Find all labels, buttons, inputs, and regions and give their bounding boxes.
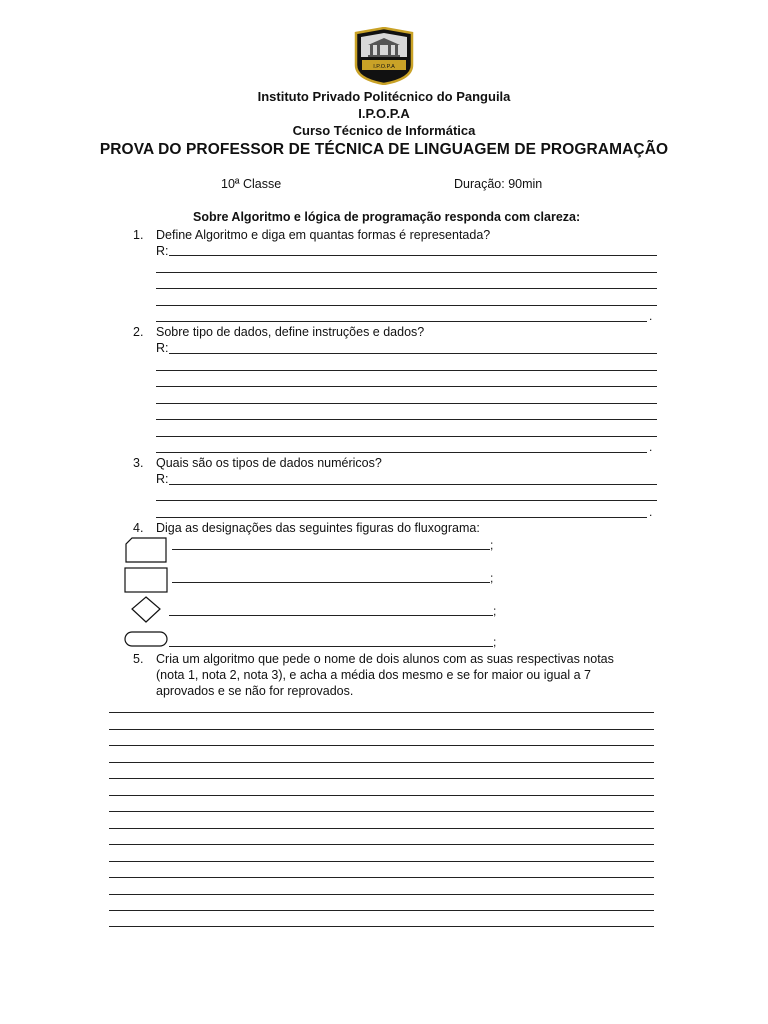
answer-line[interactable] xyxy=(109,861,654,862)
line-end-period: . xyxy=(649,505,653,519)
shape-answer-line[interactable] xyxy=(169,615,493,616)
question-text-4: Diga as designações das seguintes figuras do fluxograma: xyxy=(156,521,480,535)
shape-end-semicolon: ; xyxy=(493,635,497,649)
answer-line[interactable] xyxy=(109,926,654,927)
answer-line[interactable] xyxy=(156,517,647,518)
decision-diamond-icon xyxy=(132,597,160,622)
question-text-5-line-2: (nota 1, nota 2, nota 3), e acha a média dos mesmo e se for maior ou igual a 7 xyxy=(156,668,591,682)
answer-line[interactable] xyxy=(109,910,654,911)
question-text-3: Quais são os tipos de dados numéricos? xyxy=(156,456,382,470)
answer-line[interactable] xyxy=(156,305,657,306)
answer-line[interactable] xyxy=(156,321,647,322)
institution-name: Instituto Privado Politécnico do Panguila xyxy=(257,89,511,104)
answer-line[interactable] xyxy=(156,370,657,371)
process-rectangle-icon xyxy=(125,568,167,592)
question-text-5-line-1: Cria um algoritmo que pede o nome de dois alunos com as suas respectivas notas xyxy=(156,652,614,666)
shape-end-semicolon: ; xyxy=(490,538,494,552)
flowchart-shapes xyxy=(124,536,170,652)
terminator-shape-icon xyxy=(125,632,167,646)
answer-line[interactable] xyxy=(109,877,654,878)
line-end-period: . xyxy=(649,309,653,323)
answer-line[interactable] xyxy=(169,484,657,485)
answer-line[interactable] xyxy=(156,500,657,501)
answer-line[interactable] xyxy=(109,828,654,829)
exam-title: PROVA DO PROFESSOR DE TÉCNICA DE LINGUAGEM DE PROGRAMAÇÃO xyxy=(99,141,669,158)
duration-label: Duração: 90min xyxy=(454,177,543,191)
manual-input-shape-icon xyxy=(126,538,166,562)
question-number-1: 1. xyxy=(133,228,144,242)
instruction-text: Sobre Algoritmo e lógica de programação responda com clareza: xyxy=(193,210,581,224)
institution-acronym: I.P.O.P.A xyxy=(358,106,410,121)
line-end-period: . xyxy=(649,440,653,454)
question-text-1: Define Algoritmo e diga em quantas formas é representada? xyxy=(156,228,491,242)
answer-line[interactable] xyxy=(169,255,657,256)
answer-line[interactable] xyxy=(109,712,654,713)
shape-answer-line[interactable] xyxy=(172,582,490,583)
grade-label: 10ª Classe xyxy=(221,177,282,191)
answer-line[interactable] xyxy=(109,729,654,730)
answer-line[interactable] xyxy=(156,288,657,289)
answer-line[interactable] xyxy=(109,795,654,796)
answer-line[interactable] xyxy=(156,436,657,437)
question-text-5-line-3: aprovados e se não for reprovados. xyxy=(156,684,354,698)
answer-prefix-1: R: xyxy=(156,244,169,258)
answer-line[interactable] xyxy=(156,386,657,387)
institution-logo xyxy=(352,27,416,85)
answer-line[interactable] xyxy=(109,894,654,895)
answer-line[interactable] xyxy=(169,353,657,354)
answer-prefix-3: R: xyxy=(156,472,169,486)
answer-line[interactable] xyxy=(109,762,654,763)
shape-answer-line[interactable] xyxy=(172,549,490,550)
answer-line[interactable] xyxy=(109,745,654,746)
answer-line[interactable] xyxy=(156,419,657,420)
answer-line[interactable] xyxy=(156,403,657,404)
shape-end-semicolon: ; xyxy=(493,604,497,618)
question-number-2: 2. xyxy=(133,325,144,339)
logo-text: I.P.O.P.A xyxy=(373,64,395,70)
answer-line[interactable] xyxy=(109,844,654,845)
shape-answer-line[interactable] xyxy=(169,646,493,647)
question-number-5: 5. xyxy=(133,652,144,666)
answer-line[interactable] xyxy=(109,811,654,812)
answer-line[interactable] xyxy=(156,272,657,273)
answer-line[interactable] xyxy=(109,778,654,779)
answer-line[interactable] xyxy=(156,452,647,453)
question-number-3: 3. xyxy=(133,456,144,470)
answer-prefix-2: R: xyxy=(156,341,169,355)
question-number-4: 4. xyxy=(133,521,144,535)
course-name: Curso Técnico de Informática xyxy=(292,123,476,138)
shape-end-semicolon: ; xyxy=(490,571,494,585)
question-text-2: Sobre tipo de dados, define instruções e dados? xyxy=(156,325,425,339)
